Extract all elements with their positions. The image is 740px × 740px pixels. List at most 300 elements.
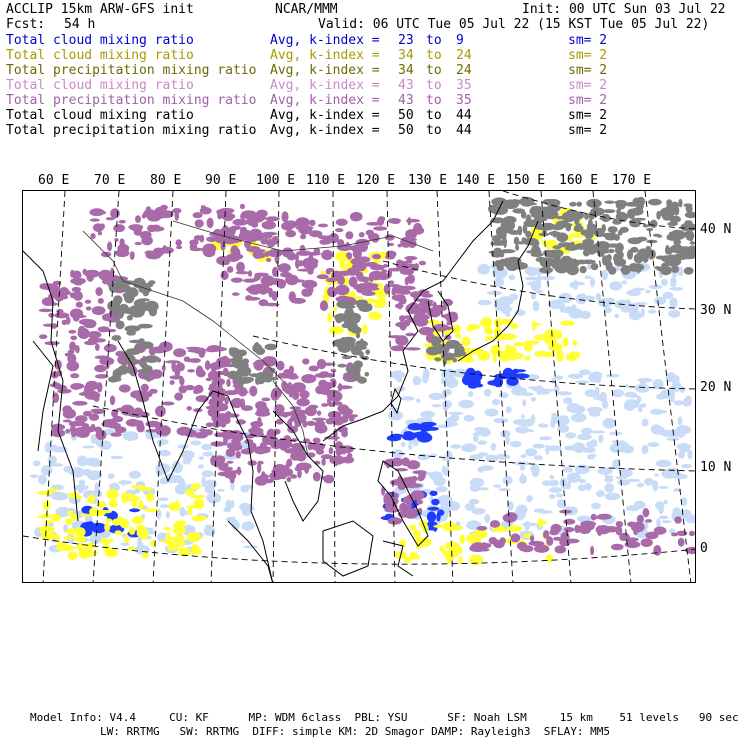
upper-cloud-patch — [301, 374, 316, 383]
low-cloud-patch — [505, 313, 510, 317]
upper-cloud-patch — [283, 369, 291, 375]
upper-cloud-patch — [353, 249, 362, 258]
upper-cloud-patch — [251, 222, 258, 228]
mid-cloud-patch — [107, 489, 119, 500]
high-cloud-patch — [646, 228, 653, 231]
upper-cloud-patch — [409, 318, 420, 322]
high-cloud-patch — [603, 209, 615, 213]
low-cloud-patch — [442, 400, 452, 409]
low-cloud-patch — [615, 393, 623, 396]
low-cloud-patch — [634, 501, 646, 509]
high-cloud-patch — [678, 199, 682, 208]
high-cloud-patch — [232, 358, 245, 368]
high-cloud-patch — [593, 242, 608, 252]
high-cloud-patch — [690, 241, 695, 245]
low-cloud-patch — [429, 393, 444, 400]
low-cloud-patch — [478, 300, 492, 306]
high-cloud-patch — [552, 245, 561, 249]
low-cloud-patch — [505, 435, 509, 445]
upper-cloud-patch — [517, 542, 527, 550]
upper-cloud-patch — [296, 463, 312, 471]
mid-cloud-patch — [467, 324, 480, 330]
low-cloud-patch — [496, 454, 511, 460]
low-cloud-patch — [645, 290, 650, 294]
high-cloud-patch — [629, 263, 639, 272]
mid-cloud-patch — [191, 515, 206, 521]
high-cloud-patch — [531, 240, 540, 247]
mid-cloud-patch — [167, 544, 179, 551]
upper-cloud-patch — [224, 390, 239, 395]
upper-cloud-patch — [213, 403, 228, 411]
high-cloud-patch — [335, 314, 342, 323]
low-cloud-patch — [510, 441, 522, 447]
upper-cloud-patch — [372, 254, 381, 259]
low-cloud-core — [430, 491, 438, 496]
low-cloud-patch — [508, 295, 515, 302]
latitude-label: 40 N — [700, 222, 732, 237]
upper-cloud-patch — [611, 544, 624, 551]
upper-cloud-patch — [290, 452, 301, 461]
low-cloud-patch — [480, 432, 486, 435]
upper-cloud-patch — [399, 503, 408, 512]
upper-cloud-patch — [280, 272, 292, 278]
low-cloud-patch — [601, 270, 608, 280]
upper-cloud-patch — [349, 416, 355, 422]
low-cloud-patch — [647, 442, 659, 447]
upper-cloud-patch — [226, 379, 231, 387]
upper-cloud-patch — [141, 384, 149, 392]
low-cloud-patch — [609, 447, 617, 450]
upper-cloud-patch — [295, 217, 309, 228]
upper-cloud-patch — [489, 537, 498, 544]
low-cloud-patch — [426, 411, 432, 418]
model-title: ACCLIP 15km ARW-GFS init — [6, 2, 194, 17]
low-cloud-patch — [678, 416, 683, 425]
upper-cloud-patch — [408, 478, 416, 489]
upper-cloud-patch — [237, 467, 241, 476]
low-cloud-patch — [557, 391, 572, 395]
upper-cloud-patch — [173, 348, 186, 357]
high-cloud-patch — [547, 261, 557, 266]
high-cloud-patch — [134, 344, 141, 355]
low-cloud-patch — [244, 504, 254, 511]
upper-cloud-patch — [115, 432, 120, 436]
upper-cloud-patch — [210, 455, 217, 466]
upper-cloud-patch — [39, 309, 53, 313]
high-cloud-patch — [512, 208, 525, 213]
upper-cloud-patch — [373, 226, 387, 230]
low-cloud-patch — [634, 302, 648, 305]
mid-cloud-patch — [44, 520, 53, 524]
mid-cloud-patch — [193, 499, 204, 510]
upper-cloud-patch — [91, 424, 95, 428]
high-cloud-patch — [580, 266, 587, 273]
high-cloud-patch — [608, 249, 615, 253]
upper-cloud-patch — [170, 380, 175, 385]
upper-cloud-patch — [313, 438, 321, 444]
low-cloud-patch — [416, 399, 421, 403]
upper-cloud-patch — [193, 389, 199, 395]
mid-cloud-patch — [51, 514, 61, 522]
low-cloud-patch — [617, 480, 630, 486]
low-cloud-patch — [549, 487, 562, 493]
low-cloud-core — [422, 422, 437, 426]
mid-cloud-patch — [142, 552, 149, 558]
low-cloud-core — [427, 511, 436, 522]
low-cloud-patch — [477, 264, 490, 275]
low-cloud-patch — [549, 494, 555, 499]
high-cloud-patch — [551, 249, 563, 257]
low-cloud-patch — [587, 407, 603, 413]
upper-cloud-patch — [340, 408, 353, 415]
mid-cloud-patch — [440, 545, 444, 551]
mid-cloud-patch — [140, 532, 149, 540]
high-cloud-patch — [233, 348, 240, 355]
upper-cloud-patch — [89, 208, 104, 216]
init-time: Init: 00 UTC Sun 03 Jul 22 — [522, 2, 726, 17]
upper-cloud-patch — [308, 254, 313, 262]
center-label: NCAR/MMM — [275, 2, 338, 17]
low-cloud-patch — [531, 397, 536, 402]
upper-cloud-patch — [321, 250, 333, 260]
legend-smoothing: sm= 2 — [568, 63, 608, 78]
low-cloud-core — [462, 375, 473, 385]
high-cloud-patch — [665, 248, 673, 255]
mid-cloud-patch — [66, 528, 78, 535]
upper-cloud-patch — [574, 525, 580, 533]
upper-cloud-patch — [94, 338, 106, 342]
legend-k-to-word: to — [426, 48, 442, 63]
low-cloud-patch — [567, 403, 581, 413]
mid-cloud-patch — [452, 526, 463, 530]
upper-cloud-patch — [85, 300, 91, 304]
legend-smoothing: sm= 2 — [568, 108, 608, 123]
mid-cloud-patch — [329, 326, 344, 335]
legend-row — [6, 109, 736, 123]
upper-cloud-patch — [89, 414, 99, 421]
low-cloud-patch — [676, 443, 691, 449]
low-cloud-patch — [487, 291, 502, 296]
upper-cloud-patch — [331, 369, 337, 373]
upper-cloud-patch — [336, 219, 348, 226]
high-cloud-patch — [125, 367, 131, 372]
legend-k-from: 23 — [398, 33, 414, 48]
low-cloud-patch — [110, 456, 123, 459]
upper-cloud-patch — [73, 291, 83, 301]
high-cloud-patch — [549, 231, 561, 236]
low-cloud-patch — [606, 496, 619, 501]
upper-cloud-patch — [58, 290, 71, 296]
high-cloud-patch — [570, 242, 575, 251]
upper-cloud-patch — [238, 387, 248, 397]
upper-cloud-patch — [261, 471, 266, 480]
upper-cloud-patch — [302, 280, 318, 289]
low-cloud-patch — [678, 452, 685, 459]
mid-cloud-patch — [514, 342, 525, 346]
low-cloud-core — [494, 373, 510, 379]
upper-cloud-patch — [317, 411, 321, 416]
mid-cloud-patch — [65, 518, 73, 525]
upper-cloud-patch — [646, 539, 653, 546]
low-cloud-patch — [635, 384, 650, 393]
upper-cloud-patch — [226, 461, 233, 464]
mid-cloud-patch — [494, 318, 502, 328]
low-cloud-patch — [590, 454, 597, 458]
legend-k-from: 34 — [398, 63, 414, 78]
upper-cloud-patch — [114, 238, 118, 242]
mid-cloud-patch — [47, 489, 60, 492]
low-cloud-patch — [674, 400, 685, 405]
low-cloud-patch — [584, 483, 592, 491]
legend-k-to-word: to — [426, 108, 442, 123]
high-cloud-patch — [365, 372, 370, 377]
upper-cloud-patch — [75, 345, 80, 353]
legend-row — [6, 64, 736, 78]
high-cloud-patch — [669, 232, 676, 235]
upper-cloud-patch — [689, 531, 695, 536]
high-cloud-patch — [506, 257, 522, 265]
high-cloud-patch — [143, 374, 149, 380]
upper-cloud-patch — [150, 227, 156, 232]
mid-cloud-patch — [415, 556, 420, 560]
longitude-label: 90 E — [205, 173, 237, 188]
upper-cloud-patch — [326, 269, 331, 275]
high-cloud-patch — [576, 260, 587, 265]
upper-cloud-patch — [404, 256, 417, 260]
upper-cloud-patch — [270, 439, 282, 449]
mid-cloud-patch — [124, 535, 129, 543]
low-cloud-patch — [494, 301, 503, 310]
upper-cloud-patch — [405, 347, 421, 350]
low-cloud-patch — [521, 414, 525, 418]
low-cloud-patch — [520, 465, 525, 471]
upper-cloud-patch — [296, 398, 309, 406]
high-cloud-patch — [351, 346, 367, 350]
low-cloud-patch — [598, 435, 603, 443]
mid-cloud-patch — [546, 554, 554, 562]
mid-cloud-patch — [556, 330, 563, 339]
upper-cloud-patch — [256, 210, 268, 218]
mid-cloud-patch — [485, 336, 494, 341]
upper-cloud-patch — [249, 386, 257, 397]
low-cloud-patch — [549, 475, 554, 479]
upper-cloud-patch — [276, 419, 284, 425]
upper-cloud-patch — [88, 331, 102, 338]
upper-cloud-patch — [329, 455, 345, 464]
upper-cloud-patch — [405, 229, 417, 239]
upper-cloud-patch — [264, 358, 273, 365]
mid-cloud-patch — [187, 532, 201, 542]
high-cloud-patch — [642, 256, 648, 260]
model-info-line1: Model Info: V4.4 CU: KF MP: WDM 6class PBL: YSU SF: Noah LSM 15 km 51 levels 90 sec — [30, 711, 739, 724]
upper-cloud-patch — [63, 420, 72, 423]
low-cloud-patch — [178, 444, 189, 449]
upper-cloud-patch — [381, 269, 387, 273]
upper-cloud-patch — [349, 276, 358, 287]
mid-cloud-patch — [43, 513, 50, 519]
upper-cloud-patch — [306, 421, 315, 426]
upper-cloud-patch — [227, 266, 234, 273]
upper-cloud-patch — [95, 343, 100, 351]
upper-cloud-patch — [86, 306, 92, 310]
upper-cloud-patch — [79, 319, 94, 325]
low-cloud-patch — [604, 483, 614, 493]
legend-k-to-word: to — [426, 123, 442, 138]
upper-cloud-patch — [291, 298, 306, 304]
legend-k-to: 24 — [456, 48, 472, 63]
legend-smoothing: sm= 2 — [568, 93, 608, 108]
low-cloud-patch — [606, 374, 620, 378]
upper-cloud-patch — [370, 264, 385, 270]
low-cloud-core — [87, 521, 94, 528]
high-cloud-patch — [426, 346, 440, 355]
upper-cloud-patch — [206, 378, 212, 382]
low-cloud-patch — [30, 474, 39, 478]
upper-cloud-patch — [85, 270, 100, 278]
upper-cloud-patch — [276, 361, 284, 371]
mid-cloud-patch — [453, 325, 461, 332]
upper-cloud-patch — [559, 538, 571, 546]
legend-k-to: 9 — [456, 33, 464, 48]
upper-cloud-patch — [284, 386, 297, 395]
legend-k-to-word: to — [426, 63, 442, 78]
map-panel — [22, 190, 696, 583]
high-cloud-patch — [118, 281, 126, 289]
mid-cloud-patch — [493, 354, 497, 362]
low-cloud-patch — [491, 443, 497, 451]
upper-cloud-patch — [391, 289, 396, 296]
low-cloud-patch — [41, 465, 53, 475]
legend-avg-label: Avg, k-index = — [270, 78, 380, 93]
upper-cloud-patch — [232, 219, 248, 226]
high-cloud-patch — [124, 293, 134, 303]
longitude-label: 80 E — [150, 173, 182, 188]
upper-cloud-patch — [403, 497, 410, 504]
high-cloud-patch — [265, 344, 278, 351]
low-cloud-patch — [477, 440, 487, 445]
high-cloud-patch — [508, 230, 521, 235]
mid-cloud-patch — [413, 530, 421, 538]
low-cloud-patch — [562, 467, 573, 473]
high-cloud-patch — [685, 230, 694, 240]
high-cloud-patch — [534, 216, 548, 222]
high-cloud-patch — [336, 300, 351, 308]
mid-cloud-patch — [163, 527, 171, 531]
legend-smoothing: sm= 2 — [568, 78, 608, 93]
low-cloud-patch — [390, 371, 405, 379]
upper-cloud-patch — [171, 362, 176, 372]
low-cloud-patch — [38, 474, 47, 484]
upper-cloud-patch — [413, 470, 427, 474]
mid-cloud-patch — [515, 353, 523, 360]
upper-cloud-patch — [323, 475, 334, 484]
low-cloud-patch — [604, 478, 614, 483]
legend-field-name: Total cloud mixing ratio — [6, 33, 194, 48]
mid-cloud-patch — [560, 321, 574, 327]
mid-cloud-patch — [105, 519, 112, 523]
mid-cloud-patch — [61, 545, 75, 551]
legend-k-to-word: to — [426, 33, 442, 48]
upper-cloud-patch — [224, 397, 228, 405]
upper-cloud-patch — [500, 537, 506, 544]
low-cloud-patch — [652, 480, 658, 491]
low-cloud-patch — [663, 292, 674, 299]
mid-cloud-patch — [494, 345, 500, 348]
mid-cloud-patch — [68, 510, 73, 516]
low-cloud-patch — [609, 281, 622, 290]
upper-cloud-patch — [335, 285, 349, 296]
upper-cloud-patch — [110, 395, 115, 405]
high-cloud-patch — [630, 247, 638, 253]
upper-cloud-patch — [369, 273, 374, 282]
high-cloud-patch — [667, 234, 673, 240]
high-cloud-patch — [500, 259, 505, 268]
high-cloud-patch — [112, 335, 122, 341]
high-cloud-patch — [504, 221, 513, 232]
longitude-label: 120 E — [356, 173, 396, 188]
mid-cloud-patch — [190, 549, 202, 555]
low-cloud-patch — [77, 484, 84, 493]
legend-field-name: Total cloud mixing ratio — [6, 108, 194, 123]
upper-cloud-patch — [227, 470, 236, 480]
upper-cloud-patch — [98, 231, 102, 235]
low-cloud-patch — [642, 419, 649, 427]
upper-cloud-patch — [383, 494, 392, 503]
mid-cloud-patch — [43, 500, 50, 510]
low-cloud-patch — [450, 444, 461, 449]
upper-cloud-patch — [406, 219, 420, 223]
low-cloud-patch — [49, 463, 63, 467]
low-cloud-core — [427, 507, 439, 511]
upper-cloud-patch — [326, 419, 335, 425]
low-cloud-patch — [550, 418, 555, 428]
upper-cloud-patch — [209, 383, 218, 391]
high-cloud-patch — [342, 355, 352, 359]
low-cloud-patch — [417, 454, 430, 461]
high-cloud-patch — [348, 374, 352, 380]
upper-cloud-patch — [314, 248, 321, 253]
upper-cloud-patch — [303, 438, 310, 443]
low-cloud-patch — [401, 396, 415, 400]
low-cloud-patch — [575, 381, 589, 384]
upper-cloud-patch — [301, 288, 312, 297]
upper-cloud-patch — [347, 253, 352, 260]
longitude-label: 60 E — [38, 173, 70, 188]
cloud-map — [23, 191, 696, 583]
legend-k-to: 44 — [456, 108, 472, 123]
low-cloud-patch — [667, 437, 680, 441]
upper-cloud-patch — [278, 263, 291, 273]
mid-cloud-patch — [480, 317, 492, 328]
upper-cloud-patch — [296, 383, 305, 387]
low-cloud-patch — [230, 483, 234, 491]
low-cloud-core — [385, 514, 394, 518]
high-cloud-patch — [625, 202, 641, 207]
mid-cloud-patch — [121, 492, 127, 503]
upper-cloud-patch — [335, 441, 344, 451]
upper-cloud-patch — [320, 300, 328, 311]
low-cloud-patch — [660, 389, 675, 398]
low-cloud-patch — [522, 392, 534, 396]
upper-cloud-patch — [292, 444, 303, 453]
low-cloud-patch — [579, 479, 586, 484]
upper-cloud-patch — [187, 349, 202, 352]
upper-cloud-patch — [295, 259, 300, 269]
low-cloud-patch — [591, 430, 606, 433]
upper-cloud-patch — [286, 459, 292, 467]
upper-cloud-patch — [335, 228, 343, 232]
high-cloud-patch — [584, 213, 589, 220]
